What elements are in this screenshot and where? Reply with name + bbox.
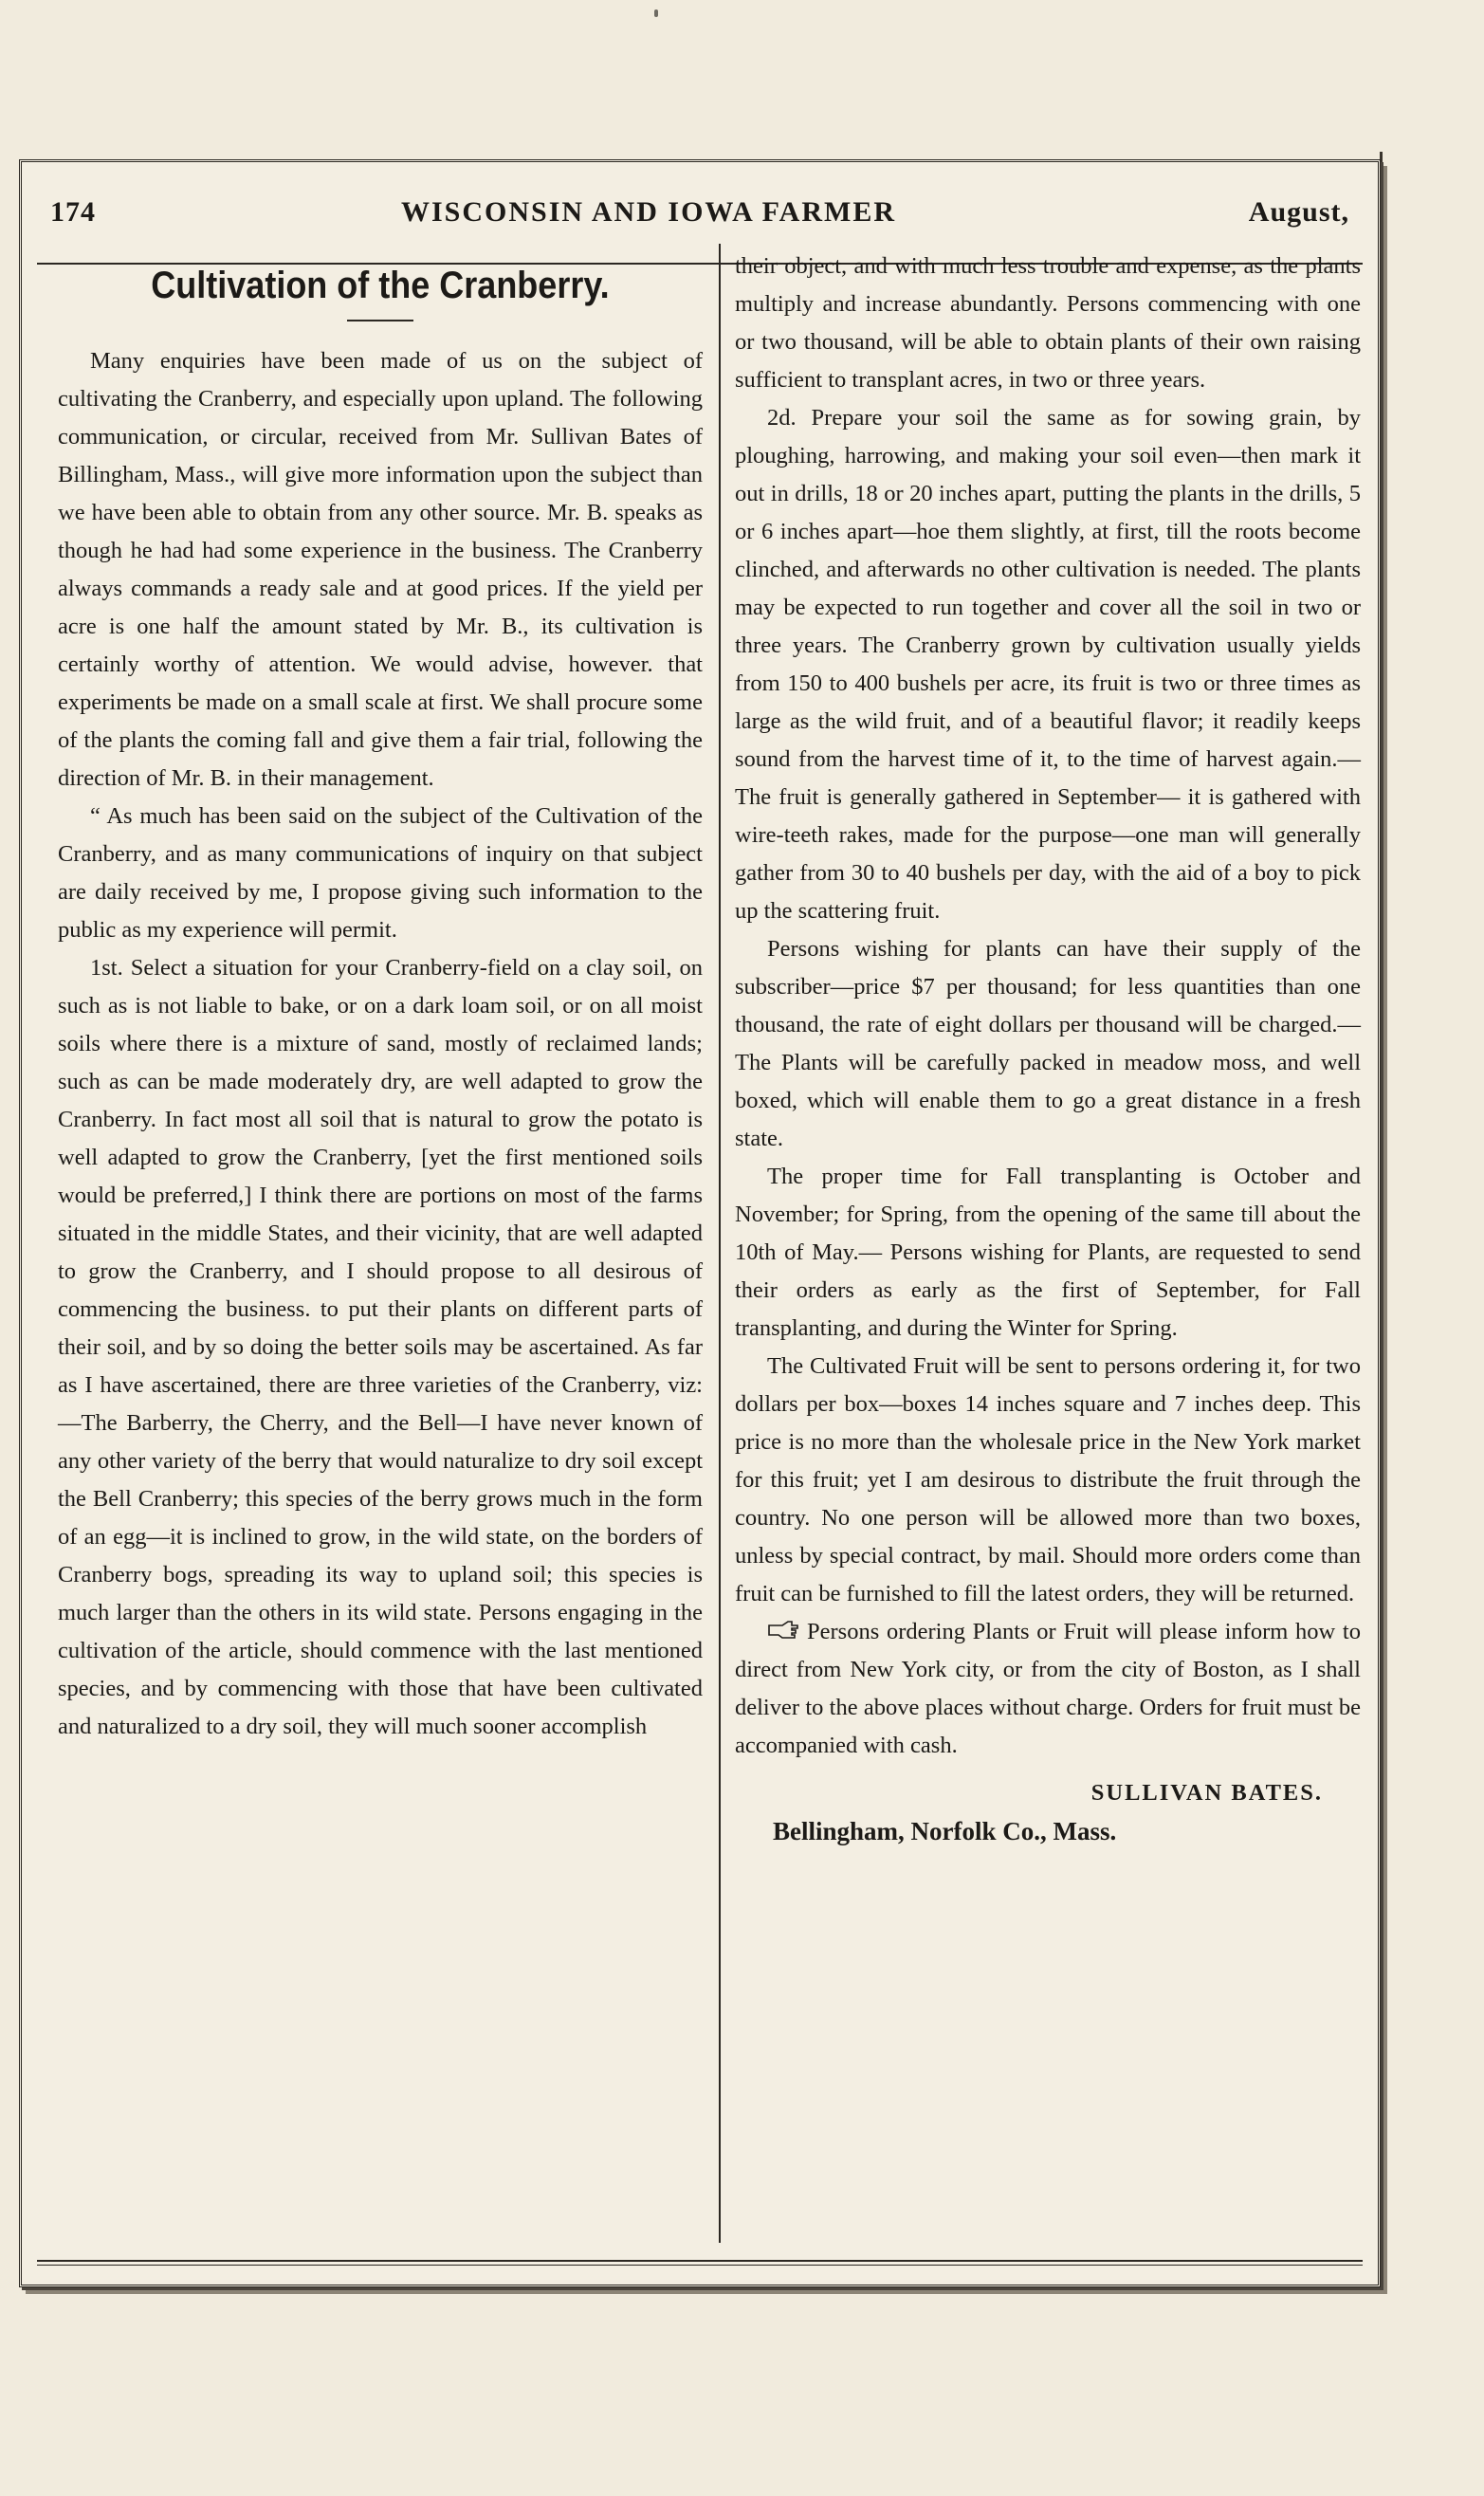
newspaper-page	[19, 159, 1381, 2287]
intro-paragraph: Many enquiries have been made of us on the subject of cultivating the Cranberry, and especially upon upland. The following communication, or circular, received from Mr. Sullivan Bates of Billingham, Mass., will give more information upon the subject than we have been able to obtain from any other source. Mr. B. speaks as though he had had some experience in the business. The Cranberry always commands a ready sale and at good prices. If the yield per acre is one half the amount stated by Mr. B., its cultivation is certainly worthy of attention. We would advise, however. that experiments be made on a small scale at first. We shall procure some of the plants the coming fall and give them a fair trial, following the direction of Mr. B. in their management.	[58, 348, 703, 791]
transplant-time-paragraph: The proper time for Fall transplanting is October and November; for Spring, from the opening of the same till about the 10th of May.— Persons wishing for Plants, are requested to send their orders as early as the first of September, for Fall transplanting, and during the Winter for Spring.	[735, 1164, 1361, 1341]
fruit-order-paragraph: The Cultivated Fruit will be sent to persons ordering it, for two dollars per box—boxes 14 inches square and 7 inches deep. This price is no more than the wholesale price in the New York market for this fruit; yet I am desirous to distribute the fruit through the country. No one person will be allowed more than two boxes, unless by special contract, by mail. Should more orders come than fruit can be furnished to fill the latest orders, they will be returned.	[735, 1353, 1361, 1606]
column-divider	[719, 244, 721, 2243]
publication-title: WISCONSIN AND IOWA FARMER	[401, 196, 897, 228]
article-title: Cultivation of the Cranberry.	[151, 265, 610, 306]
pointing-hand-icon	[767, 1620, 799, 1641]
print-speck	[654, 9, 658, 17]
plant-price-paragraph: Persons wishing for plants can have their supply of the subscriber—price $7 per thousand; for less quantities than one thousand, the rate of eight dollars per thousand will be charged.— The Plants will be carefully packed in meadow moss, and well boxed, which will enable them to go a great distance in a fresh state.	[735, 936, 1361, 1151]
title-rule	[347, 320, 413, 321]
first-instruction-paragraph: 1st. Select a situation for your Cranberry-field on a clay soil, on such as is not liable to bake, or on a dark loam soil, or on all moist soils where there is a mixture of sand, mostly of reclaimed lands; such as can be made moderately dry, are well adapted to grow the Cranberry. In fact most all soil that is natural to grow the potato is well adapted to grow the Cranberry, [yet the first mentioned soils would be preferred,] I think there are portions on most of the farms situated in the middle States, and their vicinity, that are well adapted to grow the Cranberry, and I should propose to all desirous of commencing the business. to put their plants on different parts of their soil, and by so doing the better soils may be ascertained. As far as I have ascertained, there are three varieties of the Cranberry, viz:—The Barberry, the Cherry, and the Bell—I have never known of any other variety of the berry that would naturalize to dry soil except the Bell Cranberry; this species of the berry grows much in the form of an egg—it is inclined to grow, in the wild state, on the borders of Cranberry bogs, spreading its way to upland soil; this species is much larger than the others in its wild state. Persons engaging in the cultivation of the article, should commence with the last mentioned species, and by commencing with those that have been cultivated and naturalized to a dry soil, they will much sooner accomplish	[58, 955, 703, 1739]
continuation-paragraph: their object, and with much less trouble and expense, as the plants multiply and increase abundantly. Persons commencing with one or two thousand, will be able to obtain plants of their own raising sufficient to transplant acres, in two or three years.	[735, 253, 1361, 393]
delivery-text: Persons ordering Plants or Fruit will please inform how to direct from New York city, or from the city of Boston, as I shall deliver to the above places without charge. Orders for fruit must be accompanied with cash.	[735, 1619, 1361, 1758]
issue-month: August,	[1248, 196, 1349, 228]
page-number: 174	[50, 196, 96, 228]
bottom-rule	[37, 2260, 1363, 2266]
right-column	[735, 248, 1361, 1850]
circular-opening-paragraph: “ As much has been said on the subject of the Cultivation of the Cranberry, and as many communications of inquiry on that subject are daily received by me, I propose giving such information to the public as my experience will permit.	[58, 803, 703, 943]
signature-location: Bellingham, Norfolk Co., Mass.	[773, 1817, 1117, 1845]
second-instruction-paragraph: 2d. Prepare your soil the same as for sowing grain, by ploughing, harrowing, and making your soil even—then mark it out in drills, 18 or 20 inches apart, putting the plants in the drills, 5 or 6 inches apart—hoe them slightly, at first, till the roots become clinched, and afterwards no other cultivation is needed. The plants may be expected to run together and cover all the soil in two or three years. The Cranberry grown by cultivation usually yields from 150 to 400 bushels per acre, its fruit is two or three times as large as the wild fruit, and of a beautiful flavor; it readily keeps sound from the harvest time of it, to the time of harvest again.— The fruit is generally gathered in September— it is gathered with wire-teeth rakes, made for the purpose—one man will generally gather from 30 to 40 bushels per day, with the aid of a boy to pick up the scattering fruit.	[735, 405, 1361, 924]
running-head	[22, 189, 1378, 242]
left-column	[58, 248, 703, 1746]
delivery-paragraph	[735, 1613, 1361, 1765]
signature-name: SULLIVAN BATES.	[1090, 1780, 1323, 1806]
